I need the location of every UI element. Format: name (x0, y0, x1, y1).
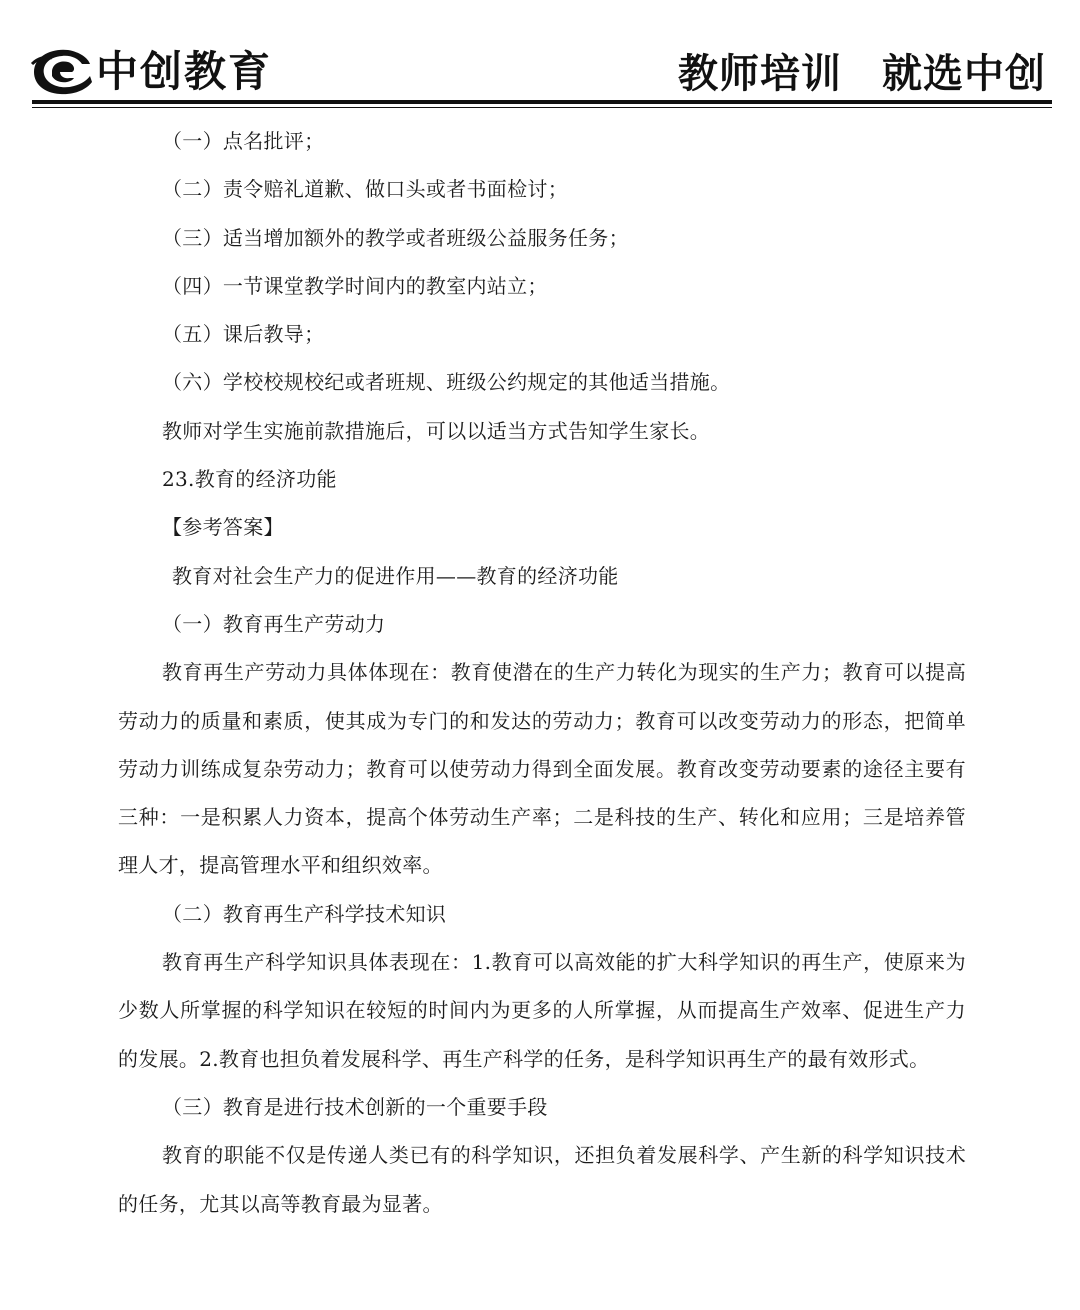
brand-name: 中创教育 (96, 47, 273, 96)
header-slogan (678, 48, 1046, 100)
note-text: 教师对学生实施前款措施后，可以以适当方式告知学生家长。 (162, 418, 711, 443)
question-title: 23.教育的经济功能 (162, 467, 337, 492)
section-heading: （三）教育是进行技术创新的一个重要手段 (162, 1094, 548, 1119)
document-body (118, 117, 966, 1228)
header-rule-thin (32, 107, 1052, 108)
list-item: （一）点名批评； (162, 129, 325, 153)
page-header (0, 0, 1080, 110)
list-item: （二）责令赔礼道歉、做口头或者书面检讨； (162, 177, 568, 202)
section-body: 教育的职能不仅是传递人类已有的科学知识，还担负着发展科学、产生新的科学知识技术的任务，尤其以高等教育最为显著。 (118, 1143, 966, 1216)
list-item: （三）适当增加额外的教学或者班级公益服务任务； (162, 225, 629, 250)
slogan-right: 就选中创 (882, 51, 1046, 97)
section-body: 教育再生产劳动力具体体现在：教育使潜在的生产力转化为现实的生产力；教育可以提高劳动力的质量和素质，使其成为专门的和发达的劳动力；教育可以改变劳动力的形态，把简单劳动力训练成复杂劳动力；教育可以使劳动力得到全面发展。教育改变劳动要素的途径主要有三种：一是积累人力资本，提高个体劳动生产率；二是科技的生产、转化和应用；三是培养管理人才，提高管理水平和组织效率。 (118, 660, 966, 878)
list-item: （六）学校校规校纪或者班规、班级公约规定的其他适当措施。 (162, 370, 731, 395)
answer-intro: 教育对社会生产力的促进作用——教育的经济功能 (172, 563, 619, 588)
list-item: （四）一节课堂教学时间内的教室内站立； (162, 273, 548, 298)
section-heading: （一）教育再生产劳动力 (162, 611, 386, 636)
header-rule-thick (32, 100, 1052, 104)
list-item: （五）课后教导； (162, 322, 325, 347)
answer-label: 【参考答案】 (162, 515, 284, 540)
section-heading: （二）教育再生产科学技术知识 (162, 901, 447, 926)
section-body: 教育再生产科学知识具体表现在：1.教育可以高效能的扩大科学知识的再生产，使原来为少数人所掌握的科学知识在较短的时间内为更多的人所掌握，从而提高生产效率、促进生产力的发展。2.教育也担负着发展科学、再生产科学的任务，是科学知识再生产的最有效形式。 (118, 950, 966, 1071)
slogan-left: 教师培训 (678, 51, 842, 97)
zhongchuang-logo-icon (30, 44, 94, 98)
